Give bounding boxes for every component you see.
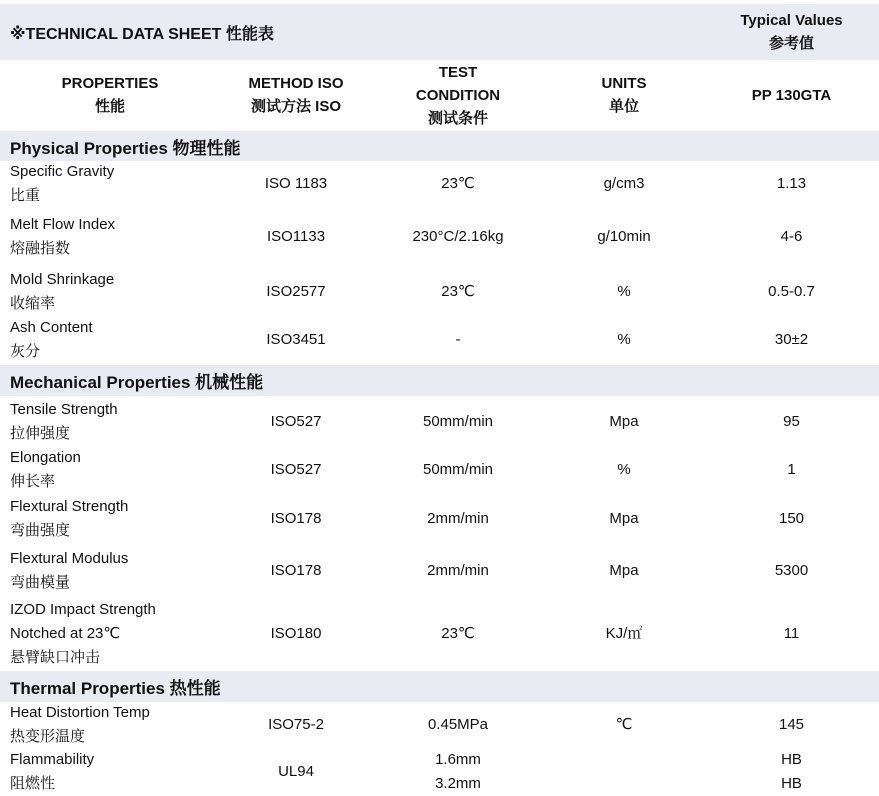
typical-values-zh: 参考值 <box>768 35 814 52</box>
property-en: Specific Gravity <box>10 163 115 180</box>
header-method-en: METHOD ISO <box>248 75 344 92</box>
value-line-2: HB <box>781 775 802 792</box>
header-units-en: UNITS <box>601 75 647 92</box>
method-cell: ISO75-2 <box>268 716 324 733</box>
table-row <box>0 212 879 262</box>
value-cell <box>704 749 879 795</box>
condition-cell: 230°C/2.16kg <box>412 228 504 245</box>
property-zh: 弯曲强度 <box>10 522 71 539</box>
method-cell: ISO2577 <box>266 283 326 300</box>
table-row <box>0 546 879 596</box>
value-cell: 1 <box>787 461 796 478</box>
header-units-zh: 单位 <box>608 98 639 115</box>
condition-line-1: 1.6mm <box>435 751 481 768</box>
column-header-row <box>0 60 879 130</box>
header-properties <box>0 60 220 130</box>
condition-cell: - <box>455 331 461 348</box>
property-en: Melt Flow Index <box>10 216 116 233</box>
method-cell: ISO178 <box>270 510 322 527</box>
section-thermal <box>0 671 879 702</box>
typical-values-en: Typical Values <box>740 12 843 29</box>
property-en: Heat Distortion Temp <box>10 704 150 721</box>
value-line-1: HB <box>781 751 802 768</box>
units-cell: g/cm3 <box>603 175 645 192</box>
method-cell: ISO527 <box>270 413 322 430</box>
property-zh: 弯曲模量 <box>10 574 71 591</box>
value-cell: 150 <box>778 510 805 527</box>
table-row <box>0 161 879 207</box>
property-name <box>10 597 156 671</box>
condition-cell: 23℃ <box>441 175 475 192</box>
property-zh: 熔融指数 <box>10 240 71 257</box>
method-cell: ISO3451 <box>266 331 326 348</box>
section-thermal-title: Thermal Properties 热性能 <box>10 679 221 698</box>
condition-cell: 2mm/min <box>427 562 489 579</box>
table-row <box>0 316 879 364</box>
header-condition-line1: TEST <box>438 63 478 81</box>
property-name <box>10 546 128 596</box>
value-cell: 30±2 <box>774 331 809 348</box>
property-zh: 热变形温度 <box>10 728 86 745</box>
method-cell: ISO527 <box>270 461 322 478</box>
property-en-detail: Notched at 23℃ <box>10 625 121 642</box>
method-cell: ISO180 <box>270 625 322 642</box>
section-physical-title: Physical Properties 物理性能 <box>10 138 241 158</box>
value-cell: 11 <box>783 625 800 642</box>
property-name <box>10 267 114 317</box>
property-name <box>10 446 81 494</box>
sheet-title: ※TECHNICAL DATA SHEET 性能表 <box>10 25 274 43</box>
units-cell: g/10min <box>597 228 651 245</box>
header-condition-line2: CONDITION <box>415 86 501 104</box>
condition-cell <box>372 749 544 795</box>
units-cell: ℃ <box>615 716 633 733</box>
condition-cell: 23℃ <box>441 283 475 300</box>
title-band <box>0 4 879 60</box>
property-zh: 阻燃性 <box>10 775 56 792</box>
section-mechanical-title: Mechanical Properties 机械性能 <box>10 373 264 392</box>
header-properties-zh: 性能 <box>94 98 125 115</box>
property-zh: 伸长率 <box>10 473 56 490</box>
value-cell: 145 <box>778 716 805 733</box>
property-name <box>10 494 128 544</box>
header-condition-zh: 测试条件 <box>427 109 488 127</box>
header-grade <box>704 60 879 130</box>
property-zh: 比重 <box>10 187 41 204</box>
property-en: Mold Shrinkage <box>10 271 115 288</box>
condition-cell: 50mm/min <box>422 413 493 430</box>
header-grade-label: PP 130GTA <box>751 86 832 104</box>
method-cell: ISO 1183 <box>264 175 328 192</box>
table-row <box>0 446 879 494</box>
property-en: Flextural Strength <box>10 498 129 515</box>
table-row <box>0 597 879 671</box>
condition-cell: 0.45MPa <box>427 716 489 733</box>
property-en: Flextural Modulus <box>10 550 129 567</box>
property-zh: 拉伸强度 <box>10 425 71 442</box>
table-row <box>0 749 879 795</box>
units-cell: KJ/㎡ <box>605 625 643 642</box>
property-zh: 灰分 <box>10 343 41 360</box>
units-cell: Mpa <box>609 562 639 579</box>
value-cell: 5300 <box>774 562 809 579</box>
method-cell: ISO1133 <box>266 228 326 245</box>
value-cell: 4-6 <box>780 228 803 245</box>
property-en: Tensile Strength <box>10 401 118 418</box>
value-cell: 0.5-0.7 <box>768 283 815 300</box>
units-cell: % <box>617 283 631 300</box>
units-cell: % <box>617 461 631 478</box>
property-en: Flammability <box>10 751 95 768</box>
table-row <box>0 398 879 446</box>
property-name <box>10 161 114 207</box>
table-row <box>0 494 879 544</box>
section-physical <box>0 131 879 161</box>
condition-cell: 23℃ <box>441 625 475 642</box>
condition-cell: 50mm/min <box>422 461 493 478</box>
method-cell: UL94 <box>278 763 314 780</box>
property-zh: 收缩率 <box>10 295 56 312</box>
header-condition <box>372 60 544 130</box>
property-en: Ash Content <box>10 319 93 336</box>
units-cell: % <box>617 331 631 348</box>
condition-line-2: 3.2mm <box>435 775 481 792</box>
property-en: Elongation <box>10 449 81 466</box>
value-cell: 95 <box>783 413 800 430</box>
header-method <box>220 60 372 130</box>
property-en: IZOD Impact Strength <box>10 601 156 618</box>
property-name <box>10 749 94 795</box>
table-row <box>0 267 879 317</box>
header-units <box>544 60 704 130</box>
property-name <box>10 316 93 364</box>
table-row <box>0 702 879 748</box>
section-mechanical <box>0 365 879 396</box>
header-method-zh: 测试方法 ISO <box>250 98 341 115</box>
units-cell: Mpa <box>609 413 639 430</box>
method-cell: ISO178 <box>270 562 322 579</box>
property-name <box>10 702 150 748</box>
value-cell: 1.13 <box>776 175 807 192</box>
property-name <box>10 212 115 262</box>
header-properties-en: PROPERTIES <box>61 75 159 92</box>
property-name <box>10 398 118 446</box>
condition-cell: 2mm/min <box>427 510 489 527</box>
typical-values-label <box>704 4 879 60</box>
units-cell: Mpa <box>609 510 639 527</box>
property-zh: 悬臂缺口冲击 <box>10 649 101 666</box>
